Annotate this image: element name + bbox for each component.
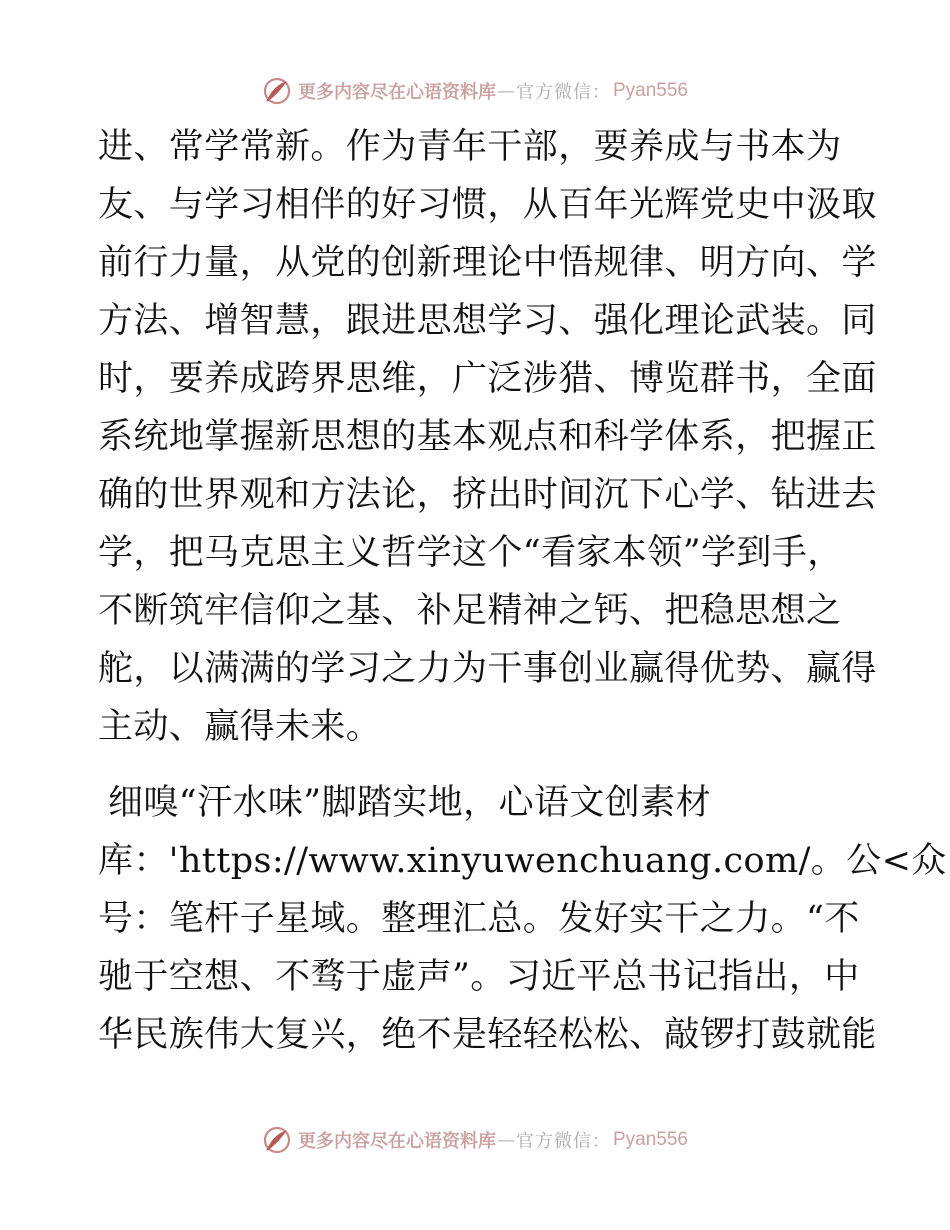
watermark-dash: — [496, 1129, 515, 1151]
header-watermark [0, 74, 950, 108]
text-line: 驰于空想、不骛于虚声”。习近平总书记指出，中 [98, 957, 860, 997]
watermark-site-text: 更多内容尽在心语资料库 [297, 1131, 496, 1152]
text-line: 进、常学常新。作为青年干部，要养成与书本为 [98, 127, 842, 167]
text-line: 确的世界观和方法论，挤出时间沉下心学、钻进去 [98, 475, 877, 515]
text-line: 库：'https://www.xinyuwenchuang.com/。公<众 [98, 841, 947, 881]
text-line: 华民族伟大复兴，绝不是轻轻松松、敲锣打鼓就能 [98, 1015, 877, 1055]
paragraph-1 [98, 118, 877, 756]
watermark-official-label: 官方微信： [515, 82, 611, 103]
text-line: 不断筑牢信仰之基、补足精神之钙、把稳思想之 [98, 591, 842, 631]
text-line: 号：笔杆子星域。整理汇总。发好实干之力。“不 [98, 899, 860, 939]
quill-pen-logo-icon [262, 76, 292, 106]
text-line: 细嗅“汗水味”脚踏实地，心语文创素材 [108, 783, 711, 823]
watermark-dash: — [496, 80, 515, 102]
watermark-wechat-id: Pyan556 [612, 80, 688, 101]
text-line: 系统地掌握新思想的基本观点和科学体系，把握正 [98, 417, 877, 457]
watermark-official-label: 官方微信： [515, 1131, 611, 1152]
text-line: 舵，以满满的学习之力为干事创业赢得优势、赢得 [98, 649, 877, 689]
text-line: 时，要养成跨界思维，广泛涉猎、博览群书，全面 [98, 359, 877, 399]
paragraph-2 [98, 774, 947, 1064]
text-line: 前行力量，从党的创新理论中悟规律、明方向、学 [98, 243, 877, 283]
text-line: 方法、增智慧，跟进思想学习、强化理论武装。同 [98, 301, 877, 341]
watermark-wechat-id: Pyan556 [612, 1129, 688, 1150]
text-line: 学，把马克思主义哲学这个“看家本领”学到手， [98, 533, 843, 573]
footer-watermark [0, 1123, 950, 1157]
document-body [98, 118, 947, 1064]
text-line: 主动、赢得未来。 [98, 707, 382, 747]
text-line: 友、与学习相伴的好习惯，从百年光辉党史中汲取 [98, 185, 877, 225]
quill-pen-logo-icon [262, 1125, 292, 1155]
watermark-site-text: 更多内容尽在心语资料库 [297, 82, 496, 103]
